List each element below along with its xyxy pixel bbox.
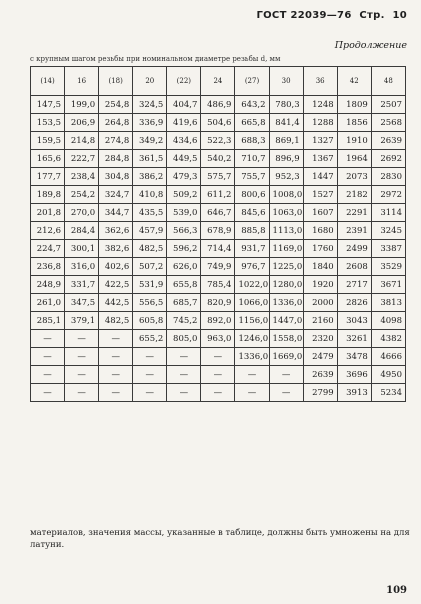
table-cell: 4666 [371, 348, 405, 366]
table-cell: 201,8 [31, 204, 65, 222]
table-cell: 410,8 [133, 186, 167, 204]
table-row [31, 366, 406, 384]
table-cell: 2507 [371, 96, 405, 114]
table-row [31, 222, 406, 240]
table-cell: 1910 [337, 132, 371, 150]
table-cell: 236,8 [31, 258, 65, 276]
table-cell: 3387 [371, 240, 405, 258]
table-cell: — [99, 348, 133, 366]
table-cell: 1558,0 [269, 330, 303, 348]
table-cell: 3696 [337, 366, 371, 384]
table-cell: 344,7 [99, 204, 133, 222]
table-cell: 222,7 [65, 150, 99, 168]
table-row [31, 258, 406, 276]
table-header-row [31, 67, 406, 96]
table-cell: — [167, 384, 201, 402]
table-cell: 1336,0 [269, 294, 303, 312]
table-cell: — [31, 366, 65, 384]
table-cell: 531,9 [133, 276, 167, 294]
table-cell: 1920 [303, 276, 337, 294]
table-cell: 1280,0 [269, 276, 303, 294]
table-cell: 800,6 [235, 186, 269, 204]
table-cell: 1022,0 [235, 276, 269, 294]
table-cell: 324,5 [133, 96, 167, 114]
table-cell: 2826 [337, 294, 371, 312]
table-cell: 3529 [371, 258, 405, 276]
table-cell: — [31, 330, 65, 348]
table-cell: 4382 [371, 330, 405, 348]
table-cell: 952,3 [269, 168, 303, 186]
table-cell: — [133, 348, 167, 366]
table-cell: 402,6 [99, 258, 133, 276]
table-cell: 1809 [337, 96, 371, 114]
table-cell: 655,2 [133, 330, 167, 348]
table-cell: 566,3 [167, 222, 201, 240]
table-cell: 749,9 [201, 258, 235, 276]
table-cell: 540,2 [201, 150, 235, 168]
table-cell: 270,0 [65, 204, 99, 222]
table-row [31, 186, 406, 204]
column-header: (22) [167, 67, 201, 96]
table-row [31, 204, 406, 222]
table-row [31, 276, 406, 294]
table-cell: 479,3 [167, 168, 201, 186]
table-cell: 165,6 [31, 150, 65, 168]
table-cell: 212,6 [31, 222, 65, 240]
table-cell: 820,9 [201, 294, 235, 312]
table-cell: 3913 [337, 384, 371, 402]
table-cell: 605,8 [133, 312, 167, 330]
table-cell: 1066,0 [235, 294, 269, 312]
table-cell: 248,9 [31, 276, 65, 294]
table-cell: 507,2 [133, 258, 167, 276]
mass-table [30, 66, 406, 402]
table-cell: 206,9 [65, 114, 99, 132]
table-cell: 780,3 [269, 96, 303, 114]
table-cell: 2972 [371, 186, 405, 204]
table-row [31, 294, 406, 312]
table-cell: 264,8 [99, 114, 133, 132]
table-cell: 2608 [337, 258, 371, 276]
table-cell: 1336,0 [235, 348, 269, 366]
table-cell: 300,1 [65, 240, 99, 258]
table-cell: 316,0 [65, 258, 99, 276]
table-cell: 3671 [371, 276, 405, 294]
table-cell: 254,2 [65, 186, 99, 204]
table-row [31, 348, 406, 366]
table-cell: 1680 [303, 222, 337, 240]
column-header: 48 [371, 67, 405, 96]
table-cell: 1669,0 [269, 348, 303, 366]
table-cell: 539,0 [167, 204, 201, 222]
table-cell: 153,5 [31, 114, 65, 132]
table-cell: 665,8 [235, 114, 269, 132]
table-cell: — [235, 384, 269, 402]
table-caption: с крупным шагом резьбы при номинальном диаметре резьбы d, мм [30, 55, 281, 63]
table-cell: 626,0 [167, 258, 201, 276]
table-cell: 3261 [337, 330, 371, 348]
table-row [31, 384, 406, 402]
table-cell: 1248 [303, 96, 337, 114]
table-cell: 504,6 [201, 114, 235, 132]
table-cell: 2717 [337, 276, 371, 294]
table-cell: 892,0 [201, 312, 235, 330]
table-cell: 885,8 [235, 222, 269, 240]
column-header: 42 [337, 67, 371, 96]
table-cell: 869,1 [269, 132, 303, 150]
table-cell: 2830 [371, 168, 405, 186]
table-cell: 643,2 [235, 96, 269, 114]
table-cell: — [31, 384, 65, 402]
table-cell: 382,6 [99, 240, 133, 258]
table-cell: 2568 [371, 114, 405, 132]
table-cell: — [99, 366, 133, 384]
table-cell: 963,0 [201, 330, 235, 348]
table-cell: 442,5 [99, 294, 133, 312]
table-cell: 3245 [371, 222, 405, 240]
table-cell: 147,5 [31, 96, 65, 114]
table-cell: 1856 [337, 114, 371, 132]
table-cell: 1288 [303, 114, 337, 132]
table-cell: — [99, 330, 133, 348]
table-cell: 3813 [371, 294, 405, 312]
table-cell: 177,7 [31, 168, 65, 186]
table-cell: 678,9 [201, 222, 235, 240]
table-cell: 404,7 [167, 96, 201, 114]
table-cell: 2639 [371, 132, 405, 150]
table-cell: 2799 [303, 384, 337, 402]
table-cell: — [31, 348, 65, 366]
note-text: материалов, значения массы, указанные в таблице, должны быть умножены на для латуни. [30, 528, 410, 550]
table-cell: 347,5 [65, 294, 99, 312]
table-cell: 745,2 [167, 312, 201, 330]
table-cell: — [167, 366, 201, 384]
table-cell: 1447 [303, 168, 337, 186]
table-cell: 1760 [303, 240, 337, 258]
table-cell: 361,5 [133, 150, 167, 168]
table-cell: 896,9 [269, 150, 303, 168]
table-cell: — [201, 348, 235, 366]
table-cell: 2000 [303, 294, 337, 312]
page-number: 10 [392, 10, 407, 21]
table-cell: 482,5 [133, 240, 167, 258]
table-cell: 785,4 [201, 276, 235, 294]
table-cell: 159,5 [31, 132, 65, 150]
table-cell: 1063,0 [269, 204, 303, 222]
page-header [252, 10, 407, 21]
table-cell: — [65, 348, 99, 366]
table-cell: 482,5 [99, 312, 133, 330]
table-cell: 2692 [371, 150, 405, 168]
table-cell: 1367 [303, 150, 337, 168]
table-cell: — [201, 366, 235, 384]
table-cell: — [235, 366, 269, 384]
table-cell: 419,6 [167, 114, 201, 132]
table-cell: — [133, 366, 167, 384]
table-cell: 1225,0 [269, 258, 303, 276]
table-cell: 336,9 [133, 114, 167, 132]
table-cell: 386,2 [133, 168, 167, 186]
table-cell: 646,7 [201, 204, 235, 222]
table-row [31, 132, 406, 150]
table-cell: 688,3 [235, 132, 269, 150]
column-header: 30 [269, 67, 303, 96]
page-label: Стр. [359, 10, 385, 21]
table-cell: 1840 [303, 258, 337, 276]
table-cell: 2479 [303, 348, 337, 366]
table-cell: 509,2 [167, 186, 201, 204]
table-cell: 1327 [303, 132, 337, 150]
table-cell: 324,7 [99, 186, 133, 204]
table-cell: 1607 [303, 204, 337, 222]
table-cell: 845,6 [235, 204, 269, 222]
table-cell: 274,8 [99, 132, 133, 150]
table-row [31, 312, 406, 330]
table-cell: 189,8 [31, 186, 65, 204]
table-cell: 1964 [337, 150, 371, 168]
table-cell: 3043 [337, 312, 371, 330]
table-cell: 2291 [337, 204, 371, 222]
column-header: (27) [235, 67, 269, 96]
table-cell: 2160 [303, 312, 337, 330]
standard-code: ГОСТ 22039—76 [256, 10, 352, 21]
table-cell: — [99, 384, 133, 402]
table-cell: 4950 [371, 366, 405, 384]
table-cell: 199,0 [65, 96, 99, 114]
table-cell: 449,5 [167, 150, 201, 168]
table-cell: 285,1 [31, 312, 65, 330]
table-cell: 1527 [303, 186, 337, 204]
table-cell: 1169,0 [269, 240, 303, 258]
table-cell: 2391 [337, 222, 371, 240]
table-cell: 841,4 [269, 114, 303, 132]
table-row [31, 330, 406, 348]
column-header: 24 [201, 67, 235, 96]
table-cell: 379,1 [65, 312, 99, 330]
table-cell: 931,7 [235, 240, 269, 258]
table-cell: 486,9 [201, 96, 235, 114]
table-cell: 224,7 [31, 240, 65, 258]
column-header: (18) [99, 67, 133, 96]
table-cell: 434,6 [167, 132, 201, 150]
page-footer-number: 109 [386, 585, 407, 596]
table-cell: 2499 [337, 240, 371, 258]
table-cell: 5234 [371, 384, 405, 402]
table-cell: — [133, 384, 167, 402]
table-cell: 3114 [371, 204, 405, 222]
table-cell: 2320 [303, 330, 337, 348]
table-cell: 596,2 [167, 240, 201, 258]
table-cell: 214,8 [65, 132, 99, 150]
table-row [31, 150, 406, 168]
column-header: 16 [65, 67, 99, 96]
table-cell: 1008,0 [269, 186, 303, 204]
table-cell: 349,2 [133, 132, 167, 150]
table-row [31, 240, 406, 258]
table-cell: 714,4 [201, 240, 235, 258]
table-cell: 4098 [371, 312, 405, 330]
table-cell: 457,9 [133, 222, 167, 240]
table-cell: 362,6 [99, 222, 133, 240]
table-cell: 422,5 [99, 276, 133, 294]
table-cell: 655,8 [167, 276, 201, 294]
table-cell: — [65, 366, 99, 384]
table-cell: 2639 [303, 366, 337, 384]
table-cell: 284,8 [99, 150, 133, 168]
table-cell: 254,8 [99, 96, 133, 114]
table-cell: 1113,0 [269, 222, 303, 240]
table-cell: 1447,0 [269, 312, 303, 330]
table-cell: 2073 [337, 168, 371, 186]
continuation-label: Продолжение [334, 40, 407, 51]
column-header: (14) [31, 67, 65, 96]
table-cell: 710,7 [235, 150, 269, 168]
table-row [31, 168, 406, 186]
table-cell: 575,7 [201, 168, 235, 186]
table-cell: — [65, 384, 99, 402]
table-cell: — [269, 384, 303, 402]
table-cell: — [269, 366, 303, 384]
table-cell: — [167, 348, 201, 366]
table-cell: 238,4 [65, 168, 99, 186]
column-header: 20 [133, 67, 167, 96]
column-header: 36 [303, 67, 337, 96]
table-cell: 331,7 [65, 276, 99, 294]
table-cell: 304,8 [99, 168, 133, 186]
table-cell: 261,0 [31, 294, 65, 312]
table-cell: 805,0 [167, 330, 201, 348]
table-cell: 611,2 [201, 186, 235, 204]
table-cell: 1156,0 [235, 312, 269, 330]
table-row [31, 96, 406, 114]
table-cell: 976,7 [235, 258, 269, 276]
table-cell: 522,3 [201, 132, 235, 150]
table-cell: 284,4 [65, 222, 99, 240]
table-cell: 3478 [337, 348, 371, 366]
table-cell: 556,5 [133, 294, 167, 312]
table-cell: 2182 [337, 186, 371, 204]
table-row [31, 114, 406, 132]
table-cell: 685,7 [167, 294, 201, 312]
table-cell: 755,7 [235, 168, 269, 186]
table-body [31, 96, 406, 402]
table-cell: 1246,0 [235, 330, 269, 348]
table-cell: — [65, 330, 99, 348]
table-cell: 435,5 [133, 204, 167, 222]
table-cell: — [201, 384, 235, 402]
